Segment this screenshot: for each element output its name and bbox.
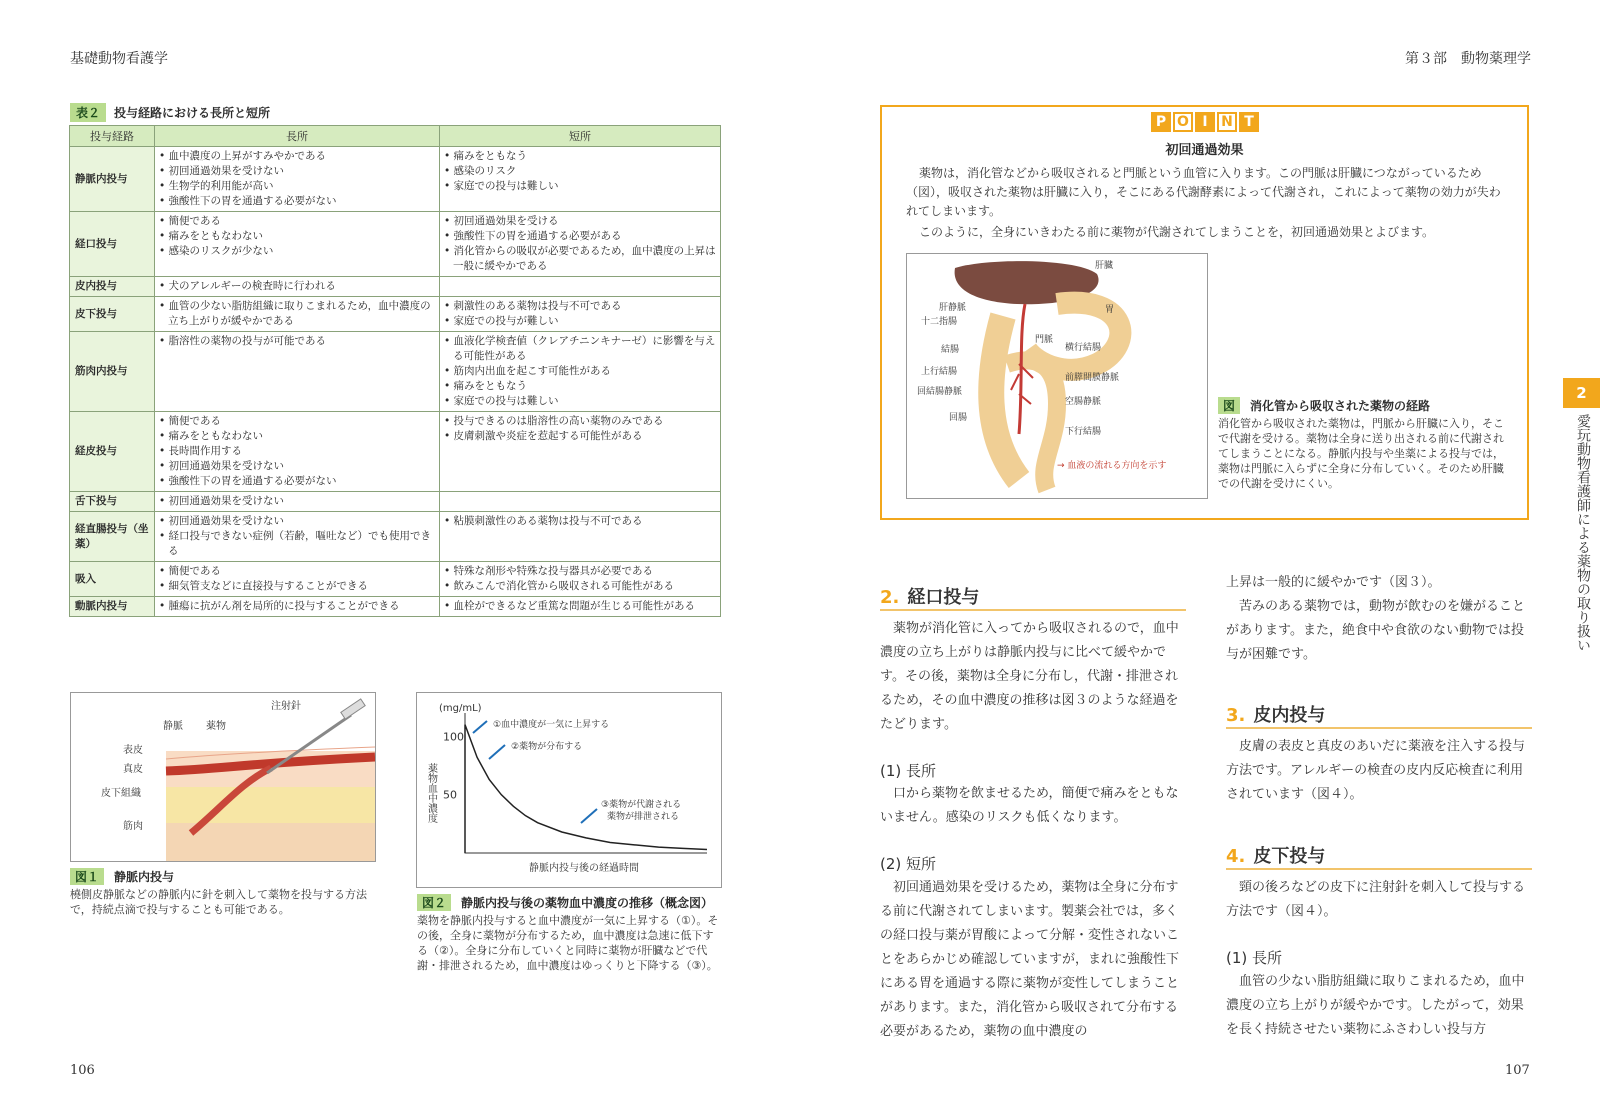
section-2-title: 経口投与: [907, 587, 980, 608]
arrow-3: [581, 809, 597, 823]
route-cell: 吸入: [70, 562, 155, 597]
cons-item: • 痛みをともなう: [444, 379, 716, 394]
section-2-intro: 薬物が消化管に入ってから吸収されるので，血中濃度の立ち上がりは静脈内投与に比べて緩やかです。その後，薬物は全身に分布し，代謝・排泄されるため，その血中濃度の推移は図３のような経過をたどります。: [880, 621, 1179, 732]
chart-unit: (mg/mL): [439, 703, 482, 714]
fig2-caption: [417, 894, 713, 911]
colon-shape: [991, 316, 1019, 480]
fig1-title: 静脈内投与: [114, 870, 175, 884]
table-row: [70, 512, 721, 562]
cons-item: • 粘膜刺激性のある薬物は投与不可である: [444, 514, 716, 529]
pros-item: • 初回通過効果を受けない: [159, 164, 435, 179]
arrow-1: [473, 721, 487, 733]
fig1-label-drug: 薬物: [206, 721, 226, 732]
pros-item: • 脂溶性の薬物の投与が可能である: [159, 334, 435, 349]
table-title: 投与経路における長所と短所: [114, 106, 271, 120]
fig2-box: [416, 692, 722, 888]
section-2-cont-2: 苦みのある薬物では，動物が飲むのを嫌がることがあります。また，絶食中や食欲のない動物では投与が困難です。: [1226, 599, 1526, 662]
fig1-desc: 橈側皮静脈などの静脈内に針を刺入して薬物を投与する方法で，持続点滴で投与することも可能である。: [70, 888, 367, 916]
arrow-2: [489, 745, 505, 759]
table-badge: 表２: [70, 103, 106, 122]
chart-ylabel: 薬物血中濃度: [425, 763, 437, 823]
chart-ann-2: ②薬物が分布する: [511, 742, 583, 752]
table-row: [70, 277, 721, 297]
pros-cell: [155, 277, 440, 297]
cons-item: • 強酸性下の胃を通過する必要がある: [444, 229, 716, 244]
cons-item: • 投与できるのは脂溶性の高い薬物のみである: [444, 414, 716, 429]
section-3-heading: [1226, 701, 1325, 727]
cons-item: • 初回通過効果を受ける: [444, 214, 716, 229]
section-3-title: 皮内投与: [1253, 705, 1326, 726]
section-3-rule: [1226, 727, 1532, 729]
point-letter-n: N: [1217, 112, 1237, 132]
pros-item: • 生物学的利用能が高い: [159, 179, 435, 194]
pros-cell: [155, 332, 440, 412]
pros-item: • 感染のリスクが少ない: [159, 244, 435, 259]
label-descending-colon: 下行結腸: [1065, 427, 1102, 437]
fig1-label-epidermis: 表皮: [123, 745, 143, 756]
section-2-pros-heading: (1) 長所: [880, 762, 937, 780]
pros-item: • 初回通過効果を受けない: [159, 514, 435, 529]
point-title: 初回通過効果: [1165, 143, 1244, 158]
cons-cell: [440, 297, 721, 332]
section-2-number: 2.: [880, 587, 900, 608]
chart-ann-3a: ③薬物が代謝される: [601, 800, 682, 810]
y-tick-label: 100: [443, 730, 464, 744]
label-colon: 結腸: [941, 345, 960, 355]
section-4-heading: [1226, 842, 1325, 868]
fig1-badge: 図１: [70, 868, 104, 885]
route-cell: 動脈内投与: [70, 597, 155, 617]
cons-item: • 消化管からの吸収が必要であるため，血中濃度の上昇は一般に緩やかである: [444, 244, 716, 274]
label-anterior-vein: 前膵間膜静脈: [1065, 373, 1120, 383]
table-row: [70, 212, 721, 277]
cons-item: • 家庭での投与は難しい: [444, 179, 716, 194]
running-header-right: 第３部 動物薬理学: [1405, 51, 1531, 67]
pros-cell: [155, 492, 440, 512]
cons-cell: [440, 492, 721, 512]
table-row: [70, 332, 721, 412]
running-header-left: 基礎動物看護学: [70, 51, 168, 67]
label-portal-vein: 門脈: [1035, 335, 1054, 345]
table-row: [70, 412, 721, 492]
cons-item: • 家庭での投与が難しい: [444, 314, 716, 329]
col-pros: 長所: [155, 126, 440, 147]
section-2-heading: [880, 583, 979, 609]
cons-cell: [440, 212, 721, 277]
label-transverse-colon: 横行結腸: [1065, 343, 1102, 353]
table-row: [70, 147, 721, 212]
fig2-badge: 図２: [417, 894, 451, 911]
col-route: 投与経路: [70, 126, 155, 147]
page-number-left: 106: [70, 1063, 95, 1078]
route-cell: 経皮投与: [70, 412, 155, 492]
pros-cell: [155, 212, 440, 277]
chart-ann-3b: 薬物が排泄される: [607, 812, 680, 822]
cons-item: • 刺激性のある薬物は投与不可である: [444, 299, 716, 314]
cons-item: • 痛みをともなう: [444, 149, 716, 164]
point-letter-i: I: [1195, 112, 1215, 132]
section-2-pros-text: 口から薬物を飲ませるため，簡便で痛みをともないません。感染のリスクも低くなります。: [880, 786, 1179, 825]
pros-item: • 簡便である: [159, 564, 435, 579]
label-ascending-colon: 上行結腸: [921, 367, 958, 377]
fig2-desc: 薬物を静脈内投与すると血中濃度が一気に上昇する（①）。その後，全身に薬物が分布するため，血中濃度は急速に低下する（②）。全身に分布していくと同時に薬物が肝臓などで代謝・排泄されるため，血中濃度はゆっくりと下降する（③）。: [417, 914, 719, 972]
route-cell: 経直腸投与（坐薬）: [70, 512, 155, 562]
table-row: [70, 492, 721, 512]
pros-item: • 痛みをともなわない: [159, 229, 435, 244]
label-flow: → 血液の流れる方向を示す: [1057, 461, 1167, 471]
pros-cell: [155, 297, 440, 332]
section-2-cons-text: 初回通過効果を受けるため，薬物は全身に分布する前に代謝されてしまいます。製薬会社では，多くの経口投与薬が胃酸によって分解・変性されないことをあらかじめ確認していますが，まれに強酸性下にある胃を通過する際に薬物が変性してしまうことがあります。また，消化管から吸収されて分布する必要があるため，薬物の血中濃度の: [880, 880, 1180, 1039]
pros-item: • 簡便である: [159, 414, 435, 429]
y-tick-label: 50: [443, 788, 457, 802]
table-row: [70, 297, 721, 332]
section-3-number: 3.: [1226, 705, 1246, 726]
cons-item: • 飲みこんで消化管から吸収される可能性がある: [444, 579, 716, 594]
table-row: [70, 597, 721, 617]
fig1-label-vein: 静脈: [163, 721, 183, 732]
cons-item: • 感染のリスク: [444, 164, 716, 179]
point-box: [880, 105, 1529, 520]
cons-item: • 家庭での投与は難しい: [444, 394, 716, 409]
label-stomach: 胃: [1105, 305, 1115, 315]
route-cell: 皮下投与: [70, 297, 155, 332]
cons-cell: [440, 562, 721, 597]
pros-item: • 細気管支などに直接投与することができる: [159, 579, 435, 594]
section-3-text: 皮膚の表皮と真皮のあいだに薬液を注入する投与方法です。アレルギーの検査の皮内反応検査に利用されています（図４）。: [1226, 739, 1526, 802]
point-fig-desc: 消化管から吸収された薬物は，門脈から肝臓に入り，そこで代謝を受ける。薬物は全身に送り出される前に代謝されてしまうことになる。静脈内投与や坐薬による投与では，薬物は門脈に入らずに全身に分布していく。そのため肝臓での代謝を受けにくい。: [1218, 417, 1504, 490]
pros-cell: [155, 562, 440, 597]
cons-item: • 筋肉内出血を起こす可能性がある: [444, 364, 716, 379]
label-hepatic-vein: 肝静脈: [939, 303, 967, 313]
chart-ann-1: ①血中濃度が一気に上昇する: [493, 720, 610, 730]
table-body: [70, 147, 721, 617]
pros-item: • 強酸性下の胃を通過する必要がない: [159, 194, 435, 209]
fig2-chart: [417, 693, 721, 887]
point-letter-p: P: [1151, 112, 1171, 132]
pros-item: • 血管の少ない脂肪組織に取りこまれるため，血中濃度の立ち上がりが緩やかである: [159, 299, 435, 329]
route-cell: 経口投与: [70, 212, 155, 277]
label-liver: 肝臓: [1095, 261, 1114, 271]
point-letter-o: O: [1173, 112, 1193, 132]
point-fig-title: 消化管から吸収された薬物の経路: [1250, 399, 1431, 413]
point-letter-t: T: [1239, 112, 1259, 132]
cons-cell: [440, 147, 721, 212]
table-caption: [70, 103, 270, 122]
pros-item: • 初回通過効果を受けない: [159, 459, 435, 474]
point-fig-badge: 図: [1218, 397, 1240, 414]
chapter-tab-number: 2: [1563, 378, 1600, 408]
section-4-text: 頸の後ろなどの皮下に注射針を刺入して投与する方法です（図４）。: [1226, 880, 1526, 919]
section-2-cont-1: 上昇は一般的に緩やかです（図３）。: [1226, 575, 1441, 590]
section-2-cons-heading: (2) 短所: [880, 855, 937, 873]
route-cell: 舌下投与: [70, 492, 155, 512]
route-cell: 皮内投与: [70, 277, 155, 297]
digestive-figure: [906, 253, 1208, 499]
chart-axes: [465, 713, 707, 853]
cons-item: • 血液化学検査値（クレアチニンキナーゼ）に影響を与える可能性がある: [444, 334, 716, 364]
fig1-box: [70, 692, 376, 862]
cons-item: • 血栓ができるなど重篤な問題が生じる可能性がある: [444, 599, 716, 614]
pros-item: • 経口投与できない症例（若齢，嘔吐など）でも使用できる: [159, 529, 435, 559]
fig1-label-needle: 注射針: [271, 701, 301, 712]
point-para-1: 薬物は，消化管などから吸収されると門脈という血管に入ります。この門脈は肝臓につながっているため（図），吸収された薬物は肝臓に入り，そこにある代謝酵素によって代謝され，これによって薬物の効力が失われてしまいます。: [906, 166, 1501, 218]
section-4-title: 皮下投与: [1253, 846, 1326, 867]
concentration-curve: [465, 725, 707, 853]
cons-item: • 特殊な剤形や特殊な投与器具が必要である: [444, 564, 716, 579]
point-para-2: このように，全身にいきわたる前に薬物が代謝されてしまうことを，初回通過効果とよびます。: [919, 225, 1435, 239]
cons-item: • 皮膚刺激や炎症を惹起する可能性がある: [444, 429, 716, 444]
pros-cell: [155, 597, 440, 617]
cons-cell: [440, 332, 721, 412]
pros-item: • 簡便である: [159, 214, 435, 229]
route-cell: 筋肉内投与: [70, 332, 155, 412]
pros-item: • 強酸性下の胃を通過する必要がない: [159, 474, 435, 489]
cons-cell: [440, 597, 721, 617]
page-number-right: 107: [1505, 1063, 1530, 1078]
fig1-label-subcutis: 皮下組織: [101, 788, 141, 799]
cons-cell: [440, 277, 721, 297]
section-4-rule: [1226, 868, 1532, 870]
pros-item: • 犬のアレルギーの検査時に行われる: [159, 279, 435, 294]
fig1-illustration: [71, 693, 375, 861]
fig1-label-dermis: 真皮: [123, 764, 143, 775]
fig1-caption: [70, 868, 174, 885]
table-row: [70, 562, 721, 597]
chapter-tab-text: 愛玩動物看護師による薬物の取り扱い: [1575, 414, 1591, 652]
pros-cell: [155, 147, 440, 212]
pros-item: • 長時間作用する: [159, 444, 435, 459]
pros-item: • 腫瘍に抗がん剤を局所的に投与することができる: [159, 599, 435, 614]
label-ileum: 回腸: [949, 413, 968, 423]
section-4-pros-heading: (1) 長所: [1226, 949, 1283, 967]
pros-item: • 初回通過効果を受けない: [159, 494, 435, 509]
cons-cell: [440, 412, 721, 492]
section-2-rule: [880, 609, 1186, 611]
label-jejunal-vein: 空腸静脈: [1065, 397, 1102, 407]
section-4-number: 4.: [1226, 846, 1246, 867]
pros-cell: [155, 512, 440, 562]
point-logo: [1150, 111, 1260, 132]
col-cons: 短所: [440, 126, 721, 147]
point-fig-caption: [1218, 397, 1430, 414]
digestive-illustration: [907, 254, 1207, 498]
pros-cell: [155, 412, 440, 492]
table-header-row: [70, 126, 721, 147]
cons-cell: [440, 512, 721, 562]
label-ileocolic-vein: 回結腸静脈: [917, 387, 963, 397]
label-duodenum: 十二指腸: [921, 317, 958, 327]
route-cell: 静脈内投与: [70, 147, 155, 212]
pros-item: • 痛みをともなわない: [159, 429, 435, 444]
route-table: [69, 125, 721, 617]
fig2-title: 静脈内投与後の薬物血中濃度の推移（概念図）: [461, 896, 714, 910]
fig1-label-muscle: 筋肉: [123, 821, 143, 832]
section-4-pros-text: 血管の少ない脂肪組織に取りこまれるため，血中濃度の立ち上がりが緩やかです。したがって，効果を長く持続させたい薬物にふさわしい投与方: [1226, 974, 1525, 1037]
pros-item: • 血中濃度の上昇がすみやかである: [159, 149, 435, 164]
subcutis-layer: [166, 787, 375, 823]
chart-xlabel: 静脈内投与後の経過時間: [529, 863, 639, 874]
